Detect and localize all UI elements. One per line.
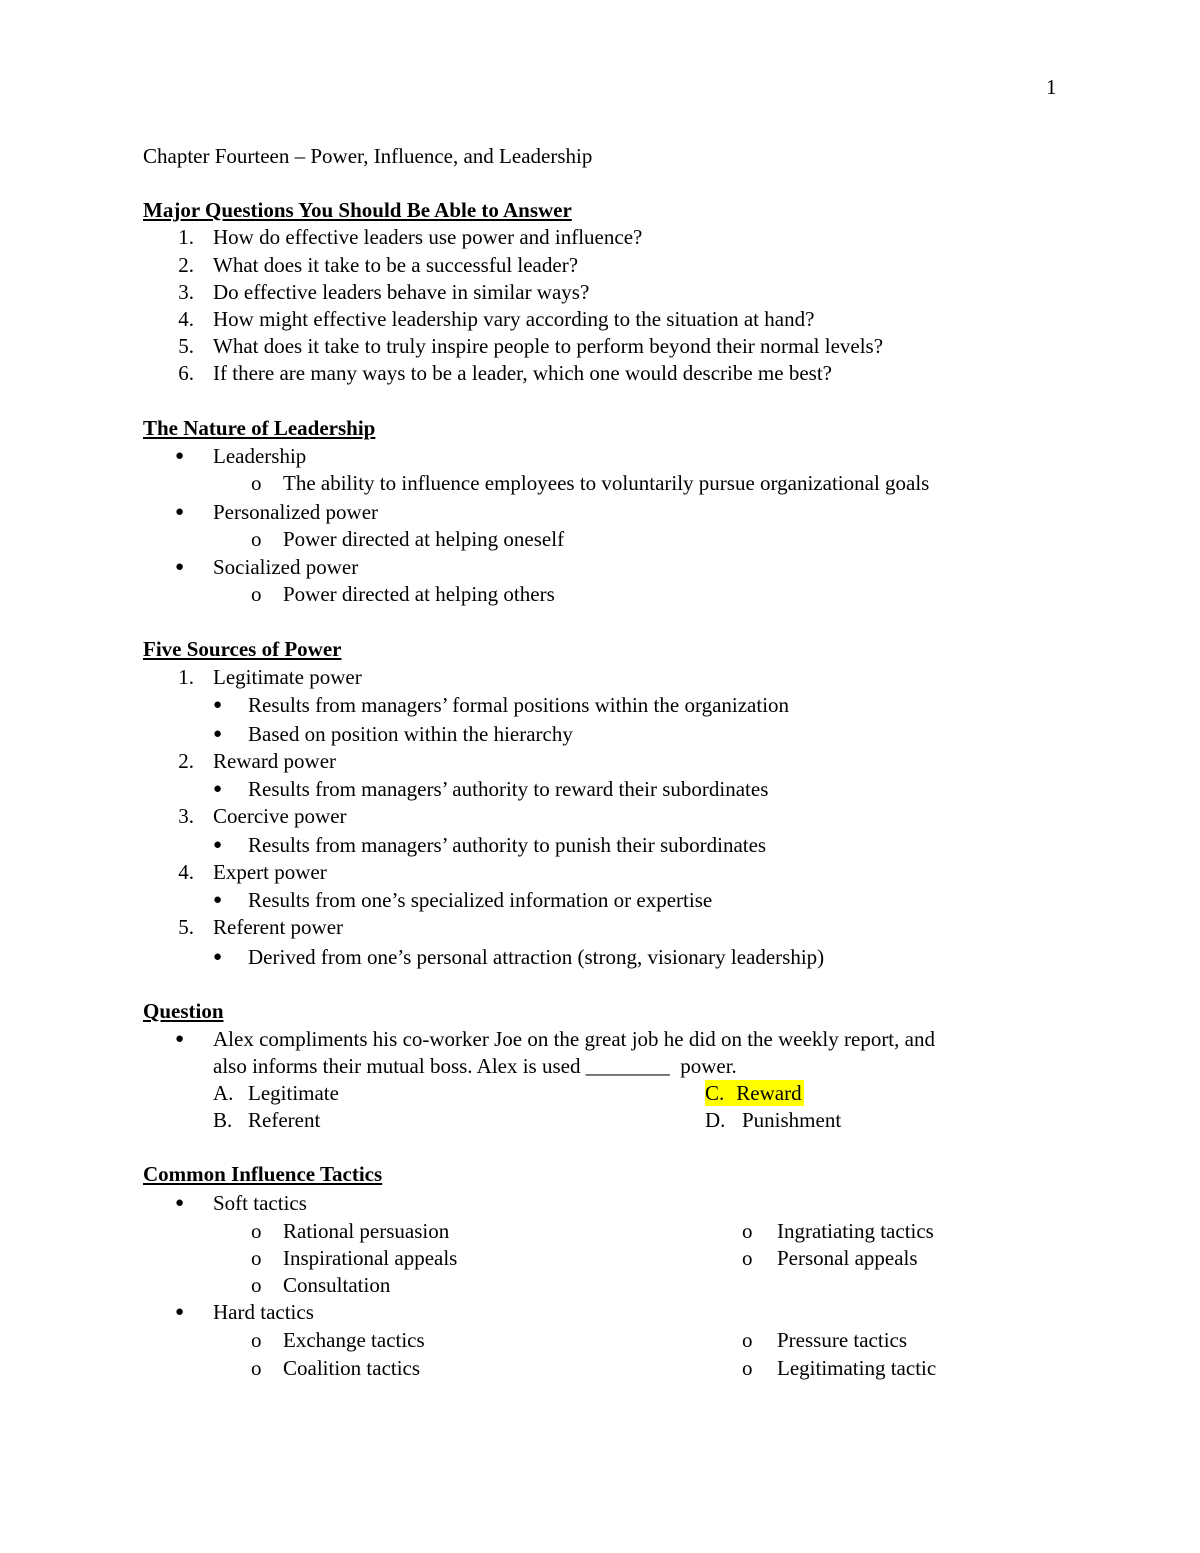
list-item: If there are many ways to be a leader, which one would describe me best? — [213, 361, 832, 385]
list-item: Results from managers’ formal positions within the organization — [248, 693, 790, 717]
bullet-icon: ● — [175, 448, 185, 464]
list-item: Results from managers’ authority to punish their subordinates — [248, 833, 767, 857]
major-questions-heading: Major Questions You Should Be Able to Answer — [143, 198, 572, 222]
circle-bullet-icon: o — [251, 1356, 262, 1380]
circle-bullet-icon: o — [742, 1328, 753, 1352]
list-item: Expert power — [213, 860, 327, 884]
bullet-icon: ● — [213, 949, 223, 965]
list-item: Personalized power — [213, 500, 379, 524]
list-number: 5. — [178, 334, 194, 358]
page-number: 1 — [1046, 75, 1057, 99]
list-item: Socialized power — [213, 555, 359, 579]
option-letter: C. — [705, 1081, 725, 1105]
list-item: Power directed at helping oneself — [283, 527, 565, 551]
circle-bullet-icon: o — [251, 1246, 262, 1270]
list-number: 4. — [178, 307, 194, 331]
list-number: 1. — [178, 665, 194, 689]
bullet-icon: ● — [213, 837, 223, 853]
option-text: Legitimate — [248, 1081, 339, 1105]
option-letter: D. — [705, 1108, 726, 1132]
list-number: 6. — [178, 361, 194, 385]
bullet-icon: ● — [213, 697, 223, 713]
sources-heading: Five Sources of Power — [143, 637, 342, 661]
list-item: The ability to influence employees to voluntarily pursue organizational goals — [283, 471, 930, 495]
list-item: Rational persuasion — [283, 1219, 450, 1243]
bullet-icon: ● — [175, 1304, 185, 1320]
list-item: Inspirational appeals — [283, 1246, 458, 1270]
nature-heading: The Nature of Leadership — [143, 416, 376, 440]
list-item: Coercive power — [213, 804, 347, 828]
list-item: Personal appeals — [777, 1246, 918, 1270]
list-item: Results from managers’ authority to reward their subordinates — [248, 777, 769, 801]
list-item: Consultation — [283, 1273, 391, 1297]
list-item: Coalition tactics — [283, 1356, 421, 1380]
list-number: 3. — [178, 280, 194, 304]
list-item: Soft tactics — [213, 1191, 307, 1215]
circle-bullet-icon: o — [742, 1356, 753, 1380]
list-item: Based on position within the hierarchy — [248, 722, 573, 746]
list-item: Power directed at helping others — [283, 582, 555, 606]
list-item: Results from one’s specialized information or expertise — [248, 888, 713, 912]
circle-bullet-icon: o — [742, 1219, 753, 1243]
bullet-icon: ● — [213, 781, 223, 797]
bullet-icon: ● — [175, 504, 185, 520]
circle-bullet-icon: o — [251, 1273, 262, 1297]
circle-bullet-icon: o — [251, 1328, 262, 1352]
list-item: Exchange tactics — [283, 1328, 425, 1352]
list-number: 3. — [178, 804, 194, 828]
list-number: 2. — [178, 253, 194, 277]
circle-bullet-icon: o — [251, 1219, 262, 1243]
option-text: Reward — [736, 1081, 802, 1105]
bullet-icon: ● — [175, 559, 185, 575]
option-letter: A. — [213, 1081, 234, 1105]
list-item: Hard tactics — [213, 1300, 314, 1324]
list-number: 5. — [178, 915, 194, 939]
list-item: Do effective leaders behave in similar ways? — [213, 280, 590, 304]
list-number: 4. — [178, 860, 194, 884]
list-item: Pressure tactics — [777, 1328, 908, 1352]
page-title: Chapter Fourteen – Power, Influence, and Leadership — [143, 144, 593, 168]
list-number: 1. — [178, 225, 194, 249]
question-heading: Question — [143, 999, 224, 1023]
list-item: What does it take to be a successful leader? — [213, 253, 579, 277]
bullet-icon: ● — [213, 726, 223, 742]
list-item: What does it take to truly inspire people to perform beyond their normal levels? — [213, 334, 884, 358]
option-letter: B. — [213, 1108, 233, 1132]
question-text-line-1: Alex compliments his co-worker Joe on the great job he did on the weekly report, and — [213, 1027, 935, 1051]
circle-bullet-icon: o — [742, 1246, 753, 1270]
bullet-icon: ● — [175, 1031, 185, 1047]
option-text: Referent — [248, 1108, 321, 1132]
list-item: Reward power — [213, 749, 337, 773]
option-text: Punishment — [742, 1108, 842, 1132]
question-text-line-2: also informs their mutual boss. Alex is used ________ power. — [213, 1054, 737, 1078]
circle-bullet-icon: o — [251, 471, 262, 495]
bullet-icon: ● — [175, 1195, 185, 1211]
list-item: Ingratiating tactics — [777, 1219, 934, 1243]
list-item: How do effective leaders use power and influence? — [213, 225, 643, 249]
tactics-heading: Common Influence Tactics — [143, 1162, 383, 1186]
list-number: 2. — [178, 749, 194, 773]
correct-option — [705, 1080, 804, 1106]
list-item: Referent power — [213, 915, 344, 939]
circle-bullet-icon: o — [251, 582, 262, 606]
list-item: Legitimating tactic — [777, 1356, 937, 1380]
list-item: How might effective leadership vary according to the situation at hand? — [213, 307, 815, 331]
bullet-icon: ● — [213, 892, 223, 908]
list-item: Leadership — [213, 444, 307, 468]
list-item: Legitimate power — [213, 665, 362, 689]
list-item: Derived from one’s personal attraction (strong, visionary leadership) — [248, 945, 825, 969]
circle-bullet-icon: o — [251, 527, 262, 551]
